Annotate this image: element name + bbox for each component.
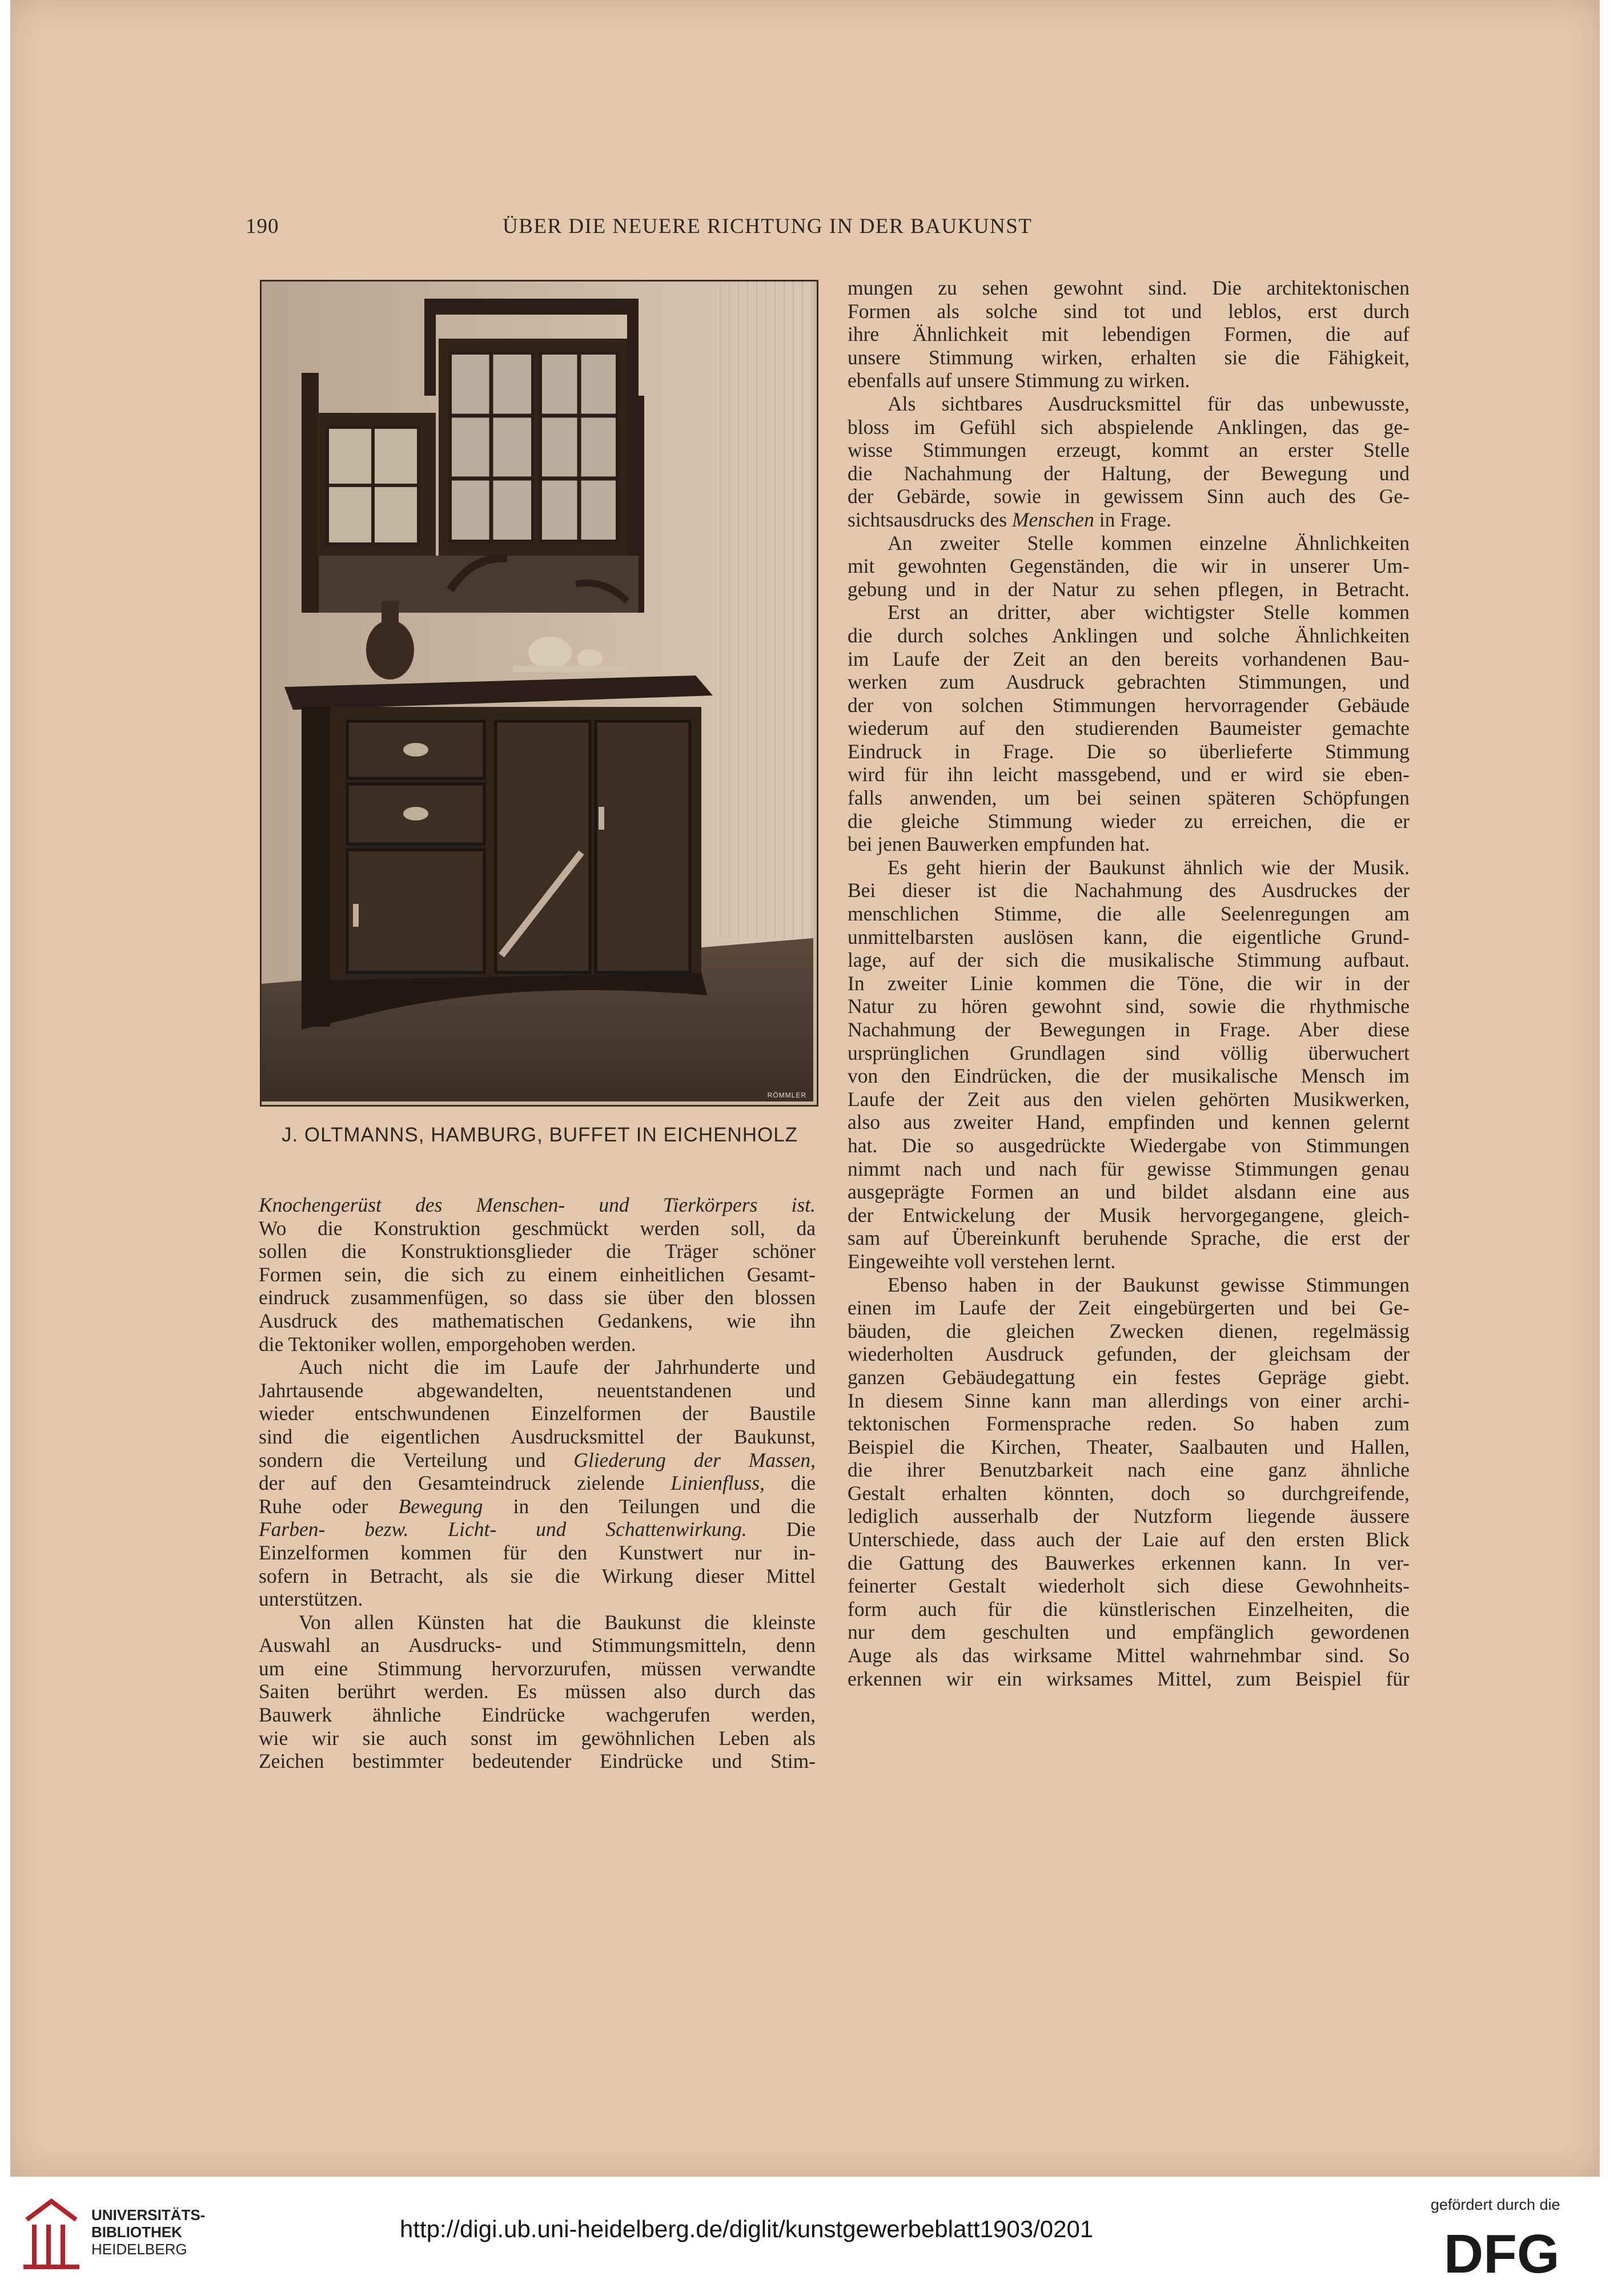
text-line: von den Eindrücken, die der musikalische Mensch im [848,1064,1410,1088]
library-name-line: HEIDELBERG [91,2241,187,2258]
text-line: lediglich ausserhalb der Nutzform liegende äussere [848,1505,1410,1528]
text-line: Auge als das wirksame Mittel wahrnehmbar sind. So [848,1644,1410,1667]
text-line: erkennen wir ein wirksames Mittel, zum Beispiel für [848,1667,1410,1690]
text-line: Formen sein, die sich zu einem einheitlichen Gesamt- [259,1262,816,1286]
dfg-logo-text: DFG [1444,2227,1560,2278]
page-number: 190 [246,215,279,238]
text-line: nur dem geschulten und empfänglich gewordenen [848,1621,1410,1644]
text-line: sondern die Verteilung und Gliederung der Massen, [259,1448,816,1471]
text-line: die ihrer Benutzbarkeit nach eine ganz ähnliche [848,1458,1410,1482]
buffet-illustration [262,282,813,1101]
text-line: ebenfalls auf unsere Stimmung zu wirken. [848,369,1190,392]
text-line: um eine Stimmung hervorzurufen, müssen verwandte [259,1656,816,1680]
text-line: wie wir sie auch sonst im gewöhnlichen Leben als [259,1726,816,1750]
right-text-column [848,276,1410,1690]
text-line: bäuden, die gleichen Zwecken dienen, regelmässig [848,1319,1410,1342]
text-line: Auswahl an Ausdrucks- und Stimmungsmitteln, denn [259,1634,816,1657]
text-line: die gleiche Stimmung wieder zu erreichen, die er [848,809,1410,833]
text-line: der Gebärde, sowie in gewissem Sinn auch des Ge- [848,485,1410,508]
text-line: Ruhe oder Bewegung in den Teilungen und die [259,1494,816,1518]
text-line: lage, auf der sich die musikalische Stimmung aufbaut. [848,948,1410,972]
page-header [246,214,1159,248]
text-line: Zeichen bestimmter bedeutender Eindrücke und Stim- [259,1750,816,1773]
text-line: unmittelbarsten auslösen kann, die eigentliche Grund- [848,925,1410,948]
library-name-line: BIBLIOTHEK [91,2223,182,2241]
text-line: die Nachahmung der Haltung, der Bewegung und [848,461,1410,485]
library-name-line: UNIVERSITÄTS- [91,2206,206,2223]
text-line: Gestalt erhalten könnten, doch so durchgreifende, [848,1481,1410,1505]
text-line: Ebenso haben in der Baukunst gewisse Stimmungen [888,1273,1410,1296]
text-line: wiederum auf den studierenden Baumeister gemachte [848,717,1410,740]
text-line: Ausdruck des mathematischen Gedankens, wie ihn [259,1309,816,1332]
text-line: unterstützen. [259,1587,363,1611]
text-line: Jahrtausende abgewandelten, neuentstandenen und [259,1378,816,1402]
figure-caption: J. OLTMANNS, HAMBURG, BUFFET IN EICHENHOLZ [281,1124,798,1146]
text-line: im Laufe der Zeit an den bereits vorhandenen Bau- [848,647,1410,670]
text-line: die durch solches Anklingen und solche Ähnlichkeiten [848,624,1410,647]
text-line: der auf den Gesamteindruck zielende Linienfluss, die [259,1471,816,1495]
text-line: eindruck zusammenfügen, so dass sie über den blossen [259,1286,816,1309]
text-line: sichtsausdrucks des Menschen in Frage. [848,508,1171,531]
text-line: gebung und in der Natur zu sehen pflegen, in Betracht. [848,577,1410,601]
text-line: In diesem Sinne kann man allerdings von einer archi- [848,1389,1410,1412]
library-name [91,2206,205,2258]
text-line: der von solchen Stimmungen hervorragender Gebäude [848,693,1410,717]
text-line: tektonischen Formensprache reden. So haben zum [848,1412,1410,1435]
text-line: Es geht hierin der Baukunst ähnlich wie der Musik. [888,855,1410,879]
text-line: sofern in Betracht, als sie die Wirkung dieser Mittel [259,1564,816,1587]
text-line: ursprünglichen Grundlagen sind völlig überwuchert [848,1041,1410,1064]
text-line: wird für ihn leicht massgebend, und er wird sie eben- [848,763,1410,786]
text-line: sam auf Übereinkunft beruhende Sprache, die erst der [848,1227,1410,1250]
text-line: feinerter Gestalt wiederholt sich diese Gewohnheits- [848,1574,1410,1598]
left-text-column [259,1193,816,1773]
text-line: menschlichen Stimme, die alle Seelenregungen am [848,902,1410,926]
text-line: nimmt nach und nach für gewisse Stimmungen genau [848,1157,1410,1180]
dfg-logo-icon [1444,2227,1592,2278]
text-line: Von allen Künsten hat die Baukunst die kleinste [299,1610,816,1634]
university-library-logo-icon [17,2196,86,2270]
text-line: form auch für die künstlerischen Einzelheiten, die [848,1597,1410,1621]
text-line: Farben- bezw. Licht- und Schattenwirkung. Die [259,1518,816,1541]
text-line: Laufe der Zeit aus den vielen gehörten Musikwerken, [848,1087,1410,1111]
text-line: Einzelformen kommen für den Kunstwert nur in- [259,1541,816,1564]
text-line: Bauwerk ähnliche Eindrücke wachgerufen werden, [259,1703,816,1727]
text-line: werken zum Ausdruck gebrachten Stimmungen, und [848,670,1410,694]
text-line: Eingeweihte voll verstehen lernt. [848,1249,1116,1273]
text-line: Beispiel die Kirchen, Theater, Saalbauten und Hallen, [848,1435,1410,1458]
text-line: ihre Ähnlichkeit mit lebendigen Formen, die auf [848,323,1410,346]
text-line: bloss im Gefühl sich abspielende Anklingen, das ge- [848,415,1410,439]
text-line: Nachahmung der Bewegungen in Frage. Aber diese [848,1018,1410,1041]
text-line: sollen die Konstruktionsglieder die Träger schöner [259,1240,816,1263]
text-line: Saiten berührt werden. Es müssen also durch das [259,1680,816,1703]
text-line: falls anwenden, um bei seinen späteren Schöpfungen [848,786,1410,810]
text-line: Natur zu hören gewohnt sind, sowie die rhythmische [848,995,1410,1018]
text-line: einen im Laufe der Zeit eingebürgerten und bei Ge- [848,1296,1410,1320]
text-line: An zweiter Stelle kommen einzelne Ähnlichkeiten [888,531,1410,554]
source-url-link[interactable]: http://digi.ub.uni-heidelberg.de/diglit/kunstgewerbeblatt1903/0201 [400,2215,1094,2242]
text-line: sind die eigentlichen Ausdrucksmittel der Baukunst, [259,1425,816,1448]
text-line: hat. Die so ausgedrückte Wiedergabe von Stimmungen [848,1133,1410,1157]
text-line: die Gattung des Bauwerkes erkennen kann. In ver- [848,1551,1410,1574]
buffet-photograph [260,280,818,1107]
text-line: wieder entschwundenen Einzelformen der Baustile [259,1402,816,1425]
text-line: Unterschiede, dass auch der Laie auf den ersten Blick [848,1528,1410,1551]
text-line: wisse Stimmungen erzeugt, kommt an erster Stelle [848,439,1410,462]
text-line: Formen als solche sind tot und leblos, erst durch [848,299,1410,323]
text-line: Erst an dritter, aber wichtigster Stelle kommen [888,601,1410,624]
text-line: In zweiter Linie kommen die Töne, die wir in der [848,971,1410,995]
text-line: wiederholten Ausdruck gefunden, der gleichsam der [848,1342,1410,1366]
text-line: Bei dieser ist die Nachahmung des Ausdruckes der [848,879,1410,902]
text-line: mit gewohnten Gegenständen, die wir in unserer Um- [848,554,1410,578]
text-line: die Tektoniker wollen, emporgehoben werden. [259,1332,636,1356]
text-line: bei jenen Bauwerken empfunden hat. [848,833,1150,856]
funding-label: gefördert durch die [1431,2196,1560,2213]
text-line: mungen zu sehen gewohnt sind. Die architektonischen [848,276,1410,299]
running-head: ÜBER DIE NEUERE RICHTUNG IN DER BAUKUNST [503,215,1033,238]
text-line: Eindruck in Frage. Die so überlieferte Stimmung [848,739,1410,763]
text-line: Als sichtbares Ausdrucksmittel für das unbewusste, [888,392,1410,415]
text-line: also aus zweiter Hand, empfinden und kennen gelernt [848,1111,1410,1134]
text-line: ausgeprägte Formen an und bildet alsdann eine aus [848,1180,1410,1204]
text-line: Auch nicht die im Laufe der Jahrhunderte und [299,1356,816,1379]
photographer-mark: RÖMMLER [767,1091,806,1099]
text-line: unsere Stimmung wirken, erhalten sie die Fähigkeit, [848,345,1410,369]
text-line: Knochengerüst des Menschen- und Tierkörpers ist. [259,1193,816,1216]
text-line: ganzen Gebäudegattung ein festes Gepräge giebt. [848,1365,1410,1389]
text-line: Wo die Konstruktion geschmückt werden soll, da [259,1216,816,1240]
text-line: der Entwickelung der Musik hervorgegangene, gleich- [848,1203,1410,1227]
